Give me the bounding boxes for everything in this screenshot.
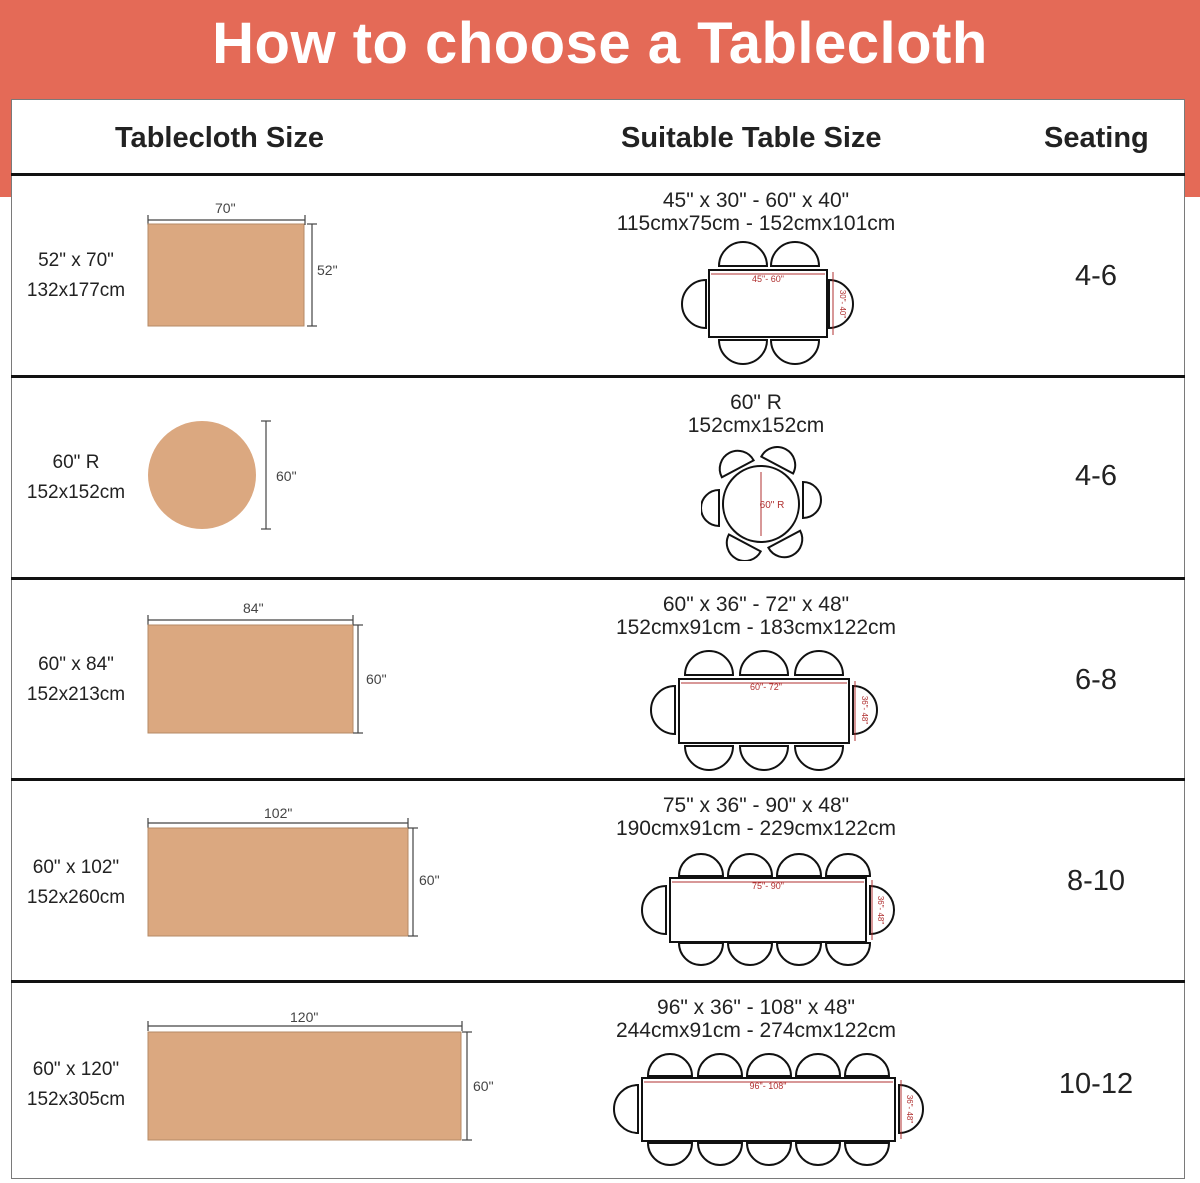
table-width-label: 36"- 48" <box>905 1094 914 1124</box>
table-length-label: 75"- 90" <box>752 881 784 891</box>
table-size-cm: 115cmx75cm - 152cmx101cm <box>616 212 896 235</box>
table-seating-diagram <box>661 238 861 368</box>
table-diameter-label: 60" R <box>759 500 785 511</box>
table-size-inches: 60" x 36" - 72" x 48" <box>662 593 850 616</box>
seating-count: 10-12 <box>1058 1068 1134 1100</box>
cloth-width-label: 120" <box>290 1009 319 1025</box>
table-row <box>11 781 1185 981</box>
cloth-height-label: 60" <box>366 671 387 687</box>
header-suitable-table-size: Suitable Table Size <box>621 122 882 154</box>
cloth-size-inches: 60" x 120" <box>32 1059 120 1080</box>
table-length-label: 45"- 60" <box>752 274 784 284</box>
tablecloth-illustration <box>141 413 291 538</box>
cloth-size-cm: 132x177cm <box>26 280 126 301</box>
table-row <box>11 580 1185 780</box>
cloth-height-label: 52" <box>317 262 338 278</box>
tablecloth-illustration <box>141 803 441 943</box>
table-size-cm: 244cmx91cm - 274cmx122cm <box>615 1019 897 1042</box>
cloth-size-inches: 52" x 70" <box>38 250 114 271</box>
page-title: How to choose a Tablecloth <box>212 11 988 76</box>
table-seating-diagram <box>633 846 903 978</box>
cloth-size-cm: 152x152cm <box>26 482 126 503</box>
table-width-label: 36"- 48" <box>876 895 885 925</box>
seating-count: 4-6 <box>1075 260 1117 292</box>
table-length-label: 60"- 72" <box>750 682 782 692</box>
table-seating-diagram <box>601 1047 931 1175</box>
cloth-size-inches: 60" x 84" <box>38 654 114 675</box>
table-size-inches: 45" x 30" - 60" x 40" <box>662 189 850 212</box>
table-row <box>11 378 1185 578</box>
tablecloth-illustration <box>141 600 381 740</box>
table-size-cm: 190cmx91cm - 229cmx122cm <box>615 817 897 840</box>
cloth-size-cm: 152x213cm <box>26 684 126 705</box>
seating-count: 6-8 <box>1075 664 1117 696</box>
cloth-size-inches: 60" x 102" <box>32 857 120 878</box>
table-size-cm: 152cmx91cm - 183cmx122cm <box>615 616 897 639</box>
cloth-size-cm: 152x260cm <box>26 887 126 908</box>
tablecloth-illustration <box>141 196 341 336</box>
cloth-size-inches: 60" R <box>52 452 100 473</box>
header-tablecloth-size: Tablecloth Size <box>115 122 324 154</box>
table-width-label: 36"- 48" <box>860 695 869 725</box>
table-seating-diagram <box>641 644 891 776</box>
table-length-label: 96"- 108" <box>749 1081 787 1091</box>
header-seating: Seating <box>1044 122 1149 154</box>
cloth-size-cm: 152x305cm <box>26 1089 126 1110</box>
table-width-label: 30"- 40" <box>838 289 847 319</box>
table-row <box>11 176 1185 376</box>
cloth-width-label: 70" <box>215 200 236 216</box>
table-size-inches: 75" x 36" - 90" x 48" <box>662 794 850 817</box>
cloth-height-label: 60" <box>473 1078 494 1094</box>
table-size-inches: 60" R <box>730 391 782 414</box>
table-size-inches: 96" x 36" - 108" x 48" <box>657 996 855 1019</box>
table-seating-diagram <box>701 446 831 561</box>
table-row <box>11 983 1185 1183</box>
cloth-diameter-label: 60" <box>276 468 297 484</box>
seating-count: 4-6 <box>1075 460 1117 492</box>
cloth-height-label: 60" <box>419 872 440 888</box>
tablecloth-illustration <box>141 1005 481 1145</box>
table-size-cm: 152cmx152cm <box>687 414 825 437</box>
cloth-width-label: 84" <box>243 600 264 616</box>
cloth-width-label: 102" <box>264 805 293 821</box>
seating-count: 8-10 <box>1066 865 1126 897</box>
